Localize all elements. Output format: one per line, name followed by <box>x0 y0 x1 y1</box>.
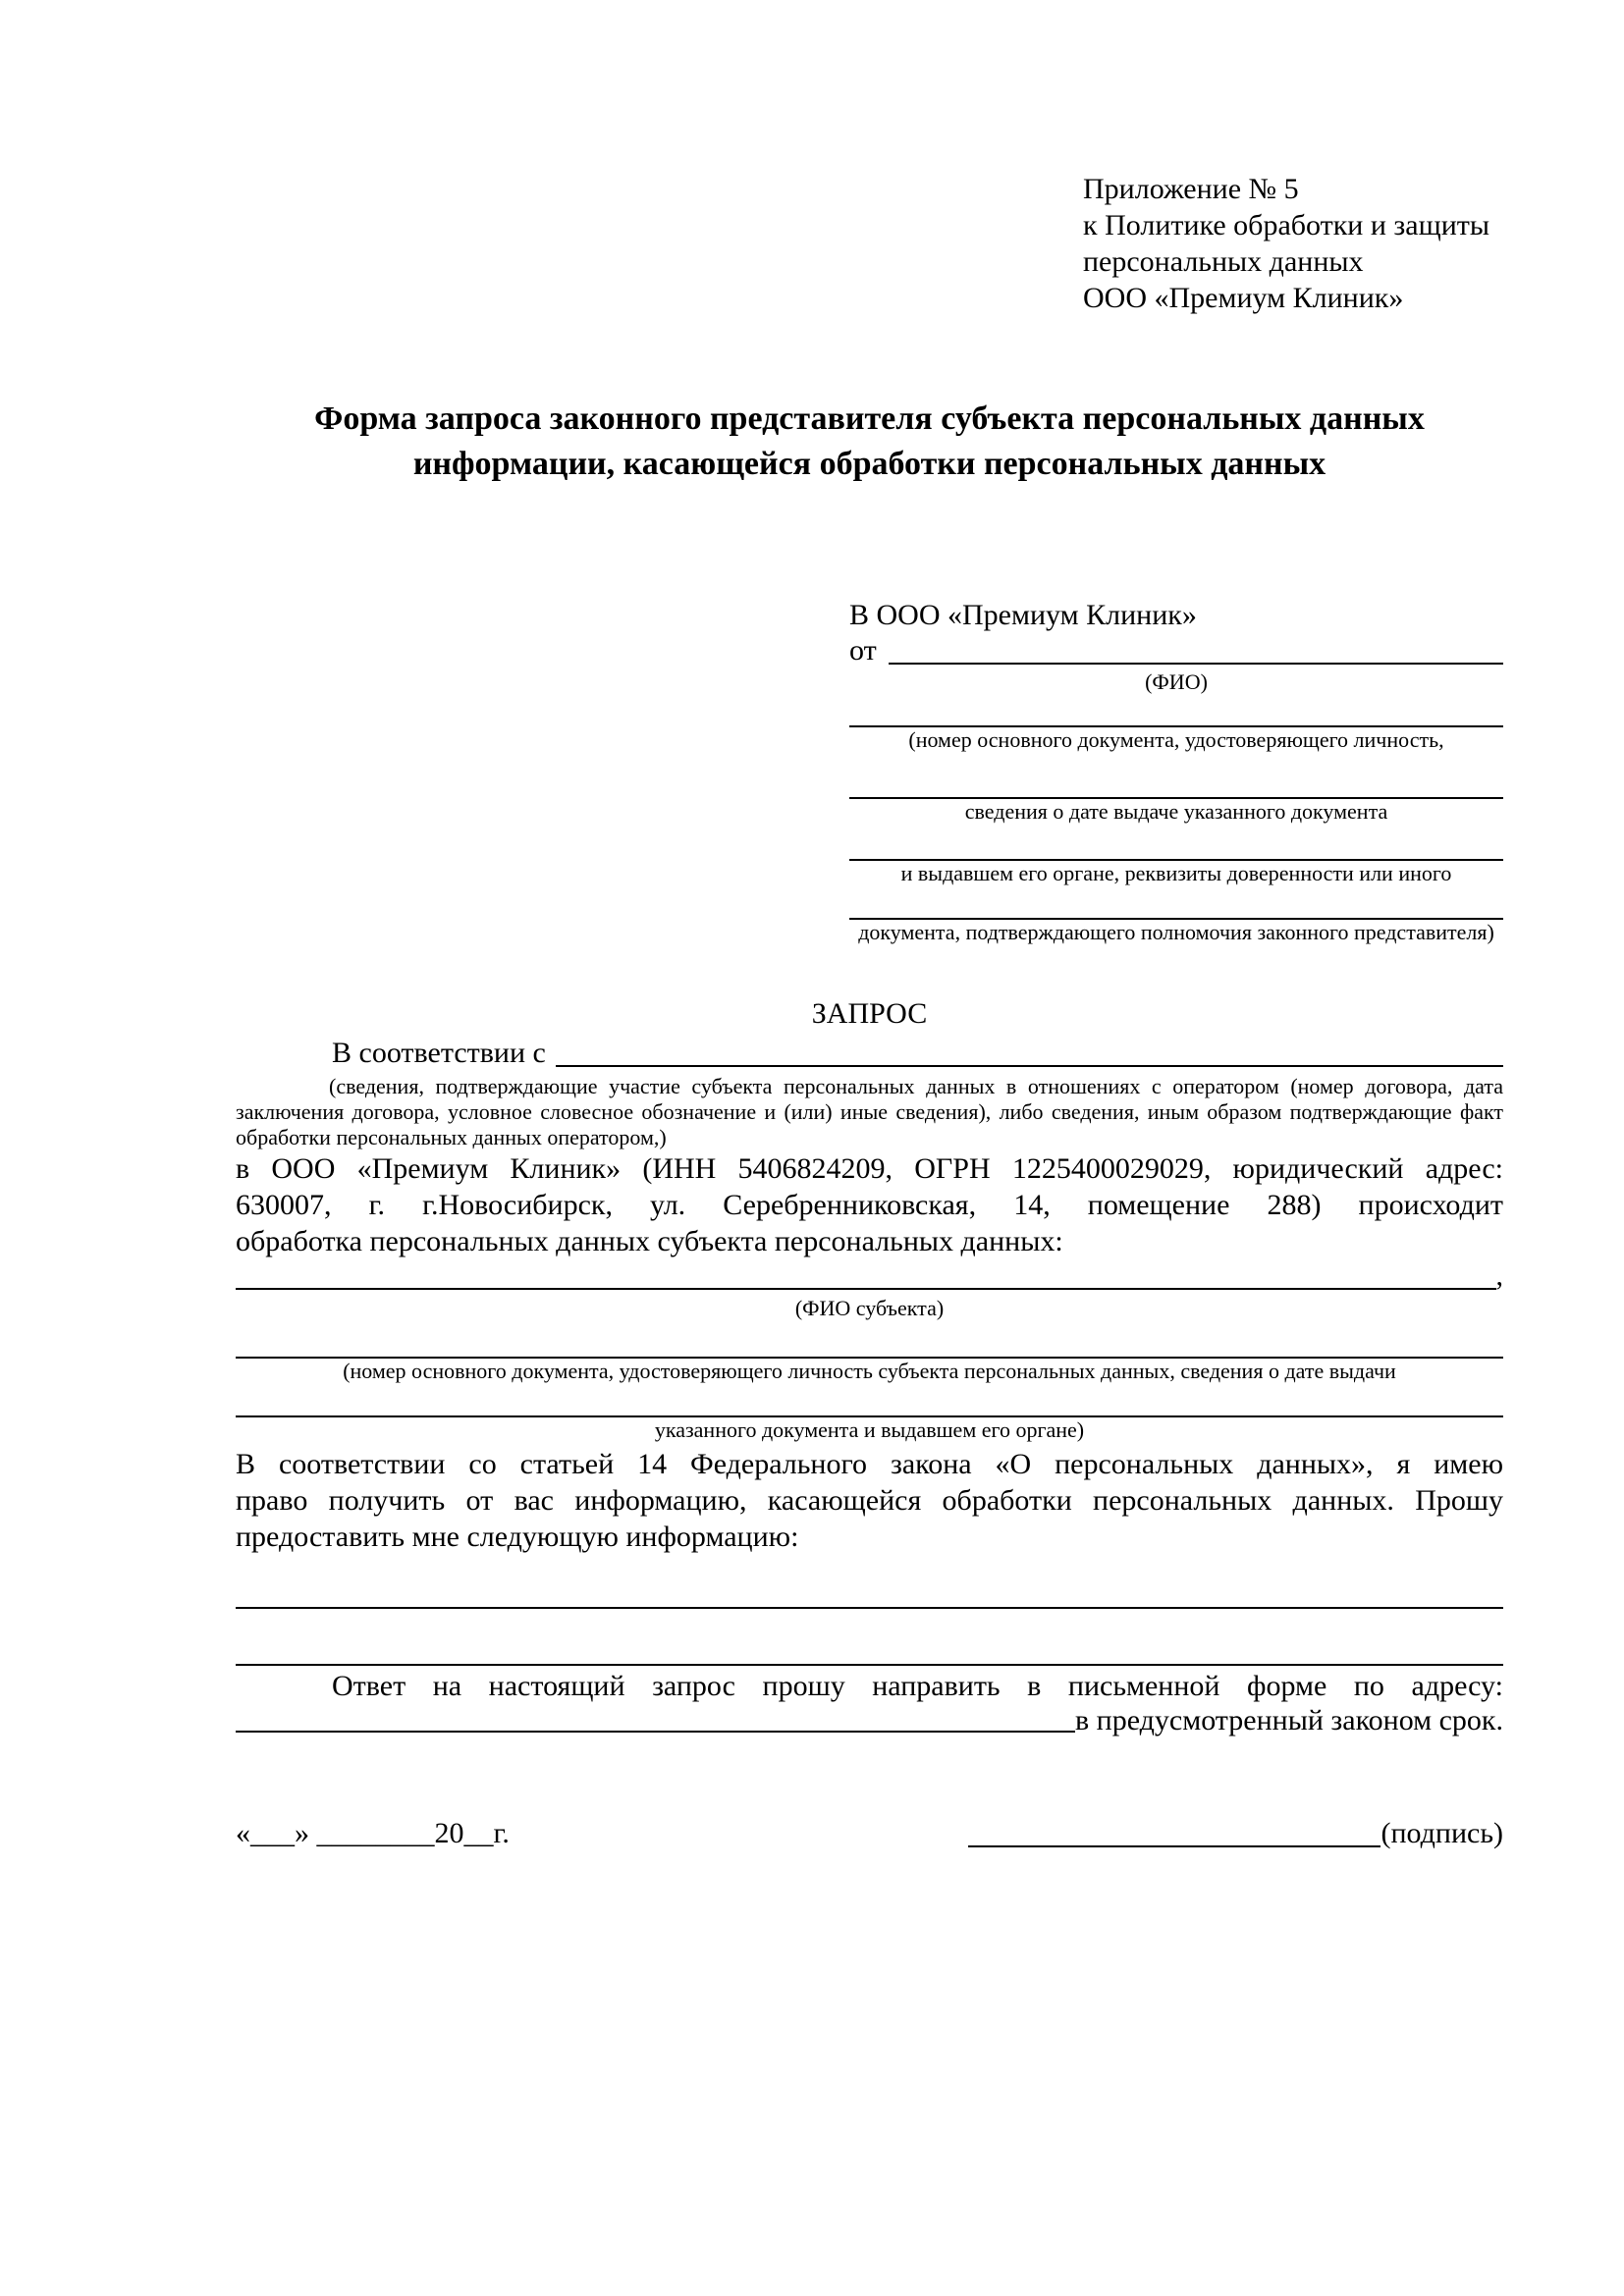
signature-caption: (подпись) <box>1380 1817 1503 1849</box>
request-heading: ЗАПРОС <box>811 997 928 1030</box>
fill-line <box>849 753 1503 799</box>
recipient-to: В ООО «Премиум Клиник» <box>849 599 1197 631</box>
page-title <box>236 397 1503 487</box>
appendix-line: к Политике обработки и защиты <box>1083 209 1490 241</box>
operator-paragraph <box>236 1150 1503 1259</box>
note-line: заключения договора, условное словесное обозначение и (или) иные сведения), либо сведения, иным образом подтверждающие факт <box>236 1099 1503 1124</box>
fill-line <box>849 886 1503 920</box>
from-label: от <box>849 634 877 667</box>
address-blank-line <box>236 1705 1075 1733</box>
signature-blank-line <box>968 1845 1380 1847</box>
fill-line <box>849 825 1503 861</box>
date-line: «___» ________20__г. <box>236 1817 510 1849</box>
reply-tail: в предусмотренный законом срок. <box>1075 1704 1503 1736</box>
appendix-note <box>1083 171 1503 316</box>
according-row <box>236 1035 1503 1072</box>
subject-fio-row <box>236 1259 1503 1294</box>
fill-line-caption: (номер основного документа, удостоверяющего личность, <box>908 727 1444 752</box>
page-title-line: информации, касающейся обработки персональных данных <box>412 446 1326 482</box>
according-note <box>236 1074 1503 1150</box>
note-line: (сведения, подтверждающие участие субъекта персональных данных в отношениях с оператором (номер договора, дата <box>329 1074 1503 1098</box>
appendix-line: Приложение № 5 <box>1083 173 1299 205</box>
doc-caption: указанного документа и выдавшем его органе) <box>654 1417 1085 1442</box>
blank-line <box>236 1609 1503 1666</box>
law-paragraph-line: предоставить мне следующую информацию: <box>236 1521 799 1553</box>
operator-paragraph-line: в ООО «Премиум Клиник» (ИНН 5406824209, ОГРН 1225400029029, юридический адрес: <box>236 1152 1503 1185</box>
law-paragraph-line: право получить от вас информацию, касающейся обработки персональных данных. Прошу <box>236 1484 1503 1517</box>
fill-line-caption: документа, подтверждающего полномочия законного представителя) <box>858 920 1494 944</box>
operator-paragraph-line: 630007, г. г.Новосибирск, ул. Серебренниковская, 14, помещение 288) происходит <box>236 1189 1503 1221</box>
according-blank-line <box>556 1035 1503 1067</box>
from-blank-line <box>889 634 1503 665</box>
according-label: В соответствии с <box>332 1037 546 1069</box>
blank-line <box>236 1555 1503 1609</box>
fill-line <box>236 1384 1503 1417</box>
law-paragraph-line: В соответствии со статьей 14 Федерального закона «О персональных данных», я имею <box>236 1448 1503 1480</box>
law-paragraph <box>236 1446 1503 1555</box>
address-row <box>236 1705 1503 1736</box>
fill-line <box>849 695 1503 727</box>
appendix-line: персональных данных <box>1083 245 1364 278</box>
appendix-line: ООО «Премиум Клиник» <box>1083 282 1404 314</box>
fill-line-caption: сведения о дате выдаче указанного документа <box>964 799 1388 824</box>
footer-row <box>236 1815 1503 1852</box>
reply-line: Ответ на настоящий запрос прошу направить в письменной форме по адресу: <box>332 1670 1503 1702</box>
note-line: обработки персональных данных оператором,) <box>236 1125 667 1149</box>
recipient-block <box>849 597 1503 945</box>
fill-line-caption: и выдавшем его органе, реквизиты доверенности или иного <box>900 861 1452 885</box>
signature-group <box>968 1815 1503 1852</box>
page-title-line: Форма запроса законного представителя субъекта персональных данных <box>314 400 1425 437</box>
doc-caption: (номер основного документа, удостоверяющего личность субъекта персональных данных, сведения о дате выдачи <box>343 1359 1396 1383</box>
fio-subject-caption: (ФИО субъекта) <box>794 1296 945 1320</box>
from-row <box>849 634 1503 669</box>
subject-fio-blank-line <box>236 1259 1496 1290</box>
fio-caption: (ФИО) <box>1145 669 1208 694</box>
operator-paragraph-line: обработка персональных данных субъекта персональных данных: <box>236 1225 1063 1257</box>
comma: , <box>1495 1259 1503 1292</box>
fill-line <box>236 1321 1503 1359</box>
